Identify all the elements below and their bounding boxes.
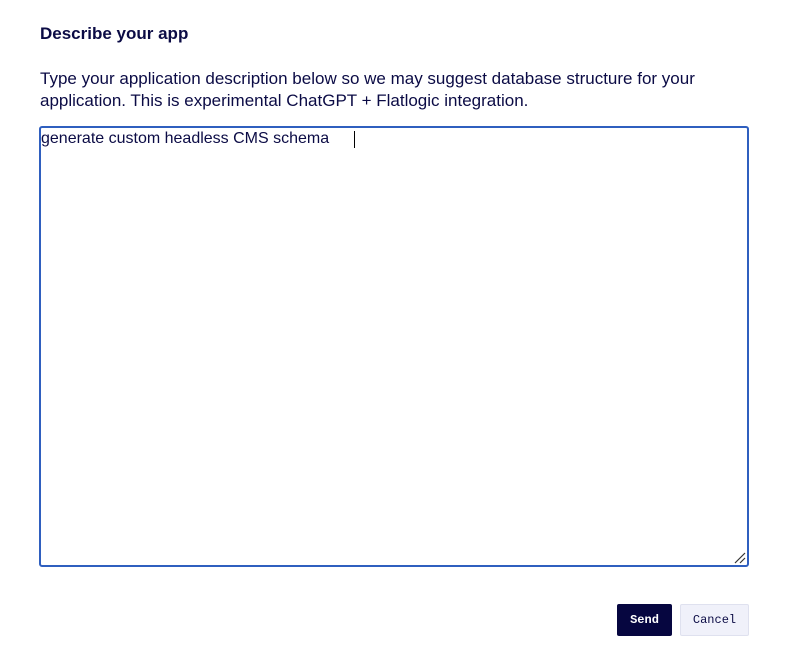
app-description-textarea[interactable]	[41, 128, 747, 565]
text-caret	[354, 131, 355, 148]
dialog-title: Describe your app	[40, 24, 189, 43]
send-button[interactable]: Send	[617, 604, 672, 636]
resize-grip-icon[interactable]	[732, 550, 746, 564]
description-input-wrapper	[39, 126, 749, 567]
dialog-description: Type your application description below so we may suggest database structure for your application. This is experimental ChatGPT + Flatlogic integration.	[40, 69, 695, 110]
cancel-button[interactable]: Cancel	[680, 604, 749, 636]
